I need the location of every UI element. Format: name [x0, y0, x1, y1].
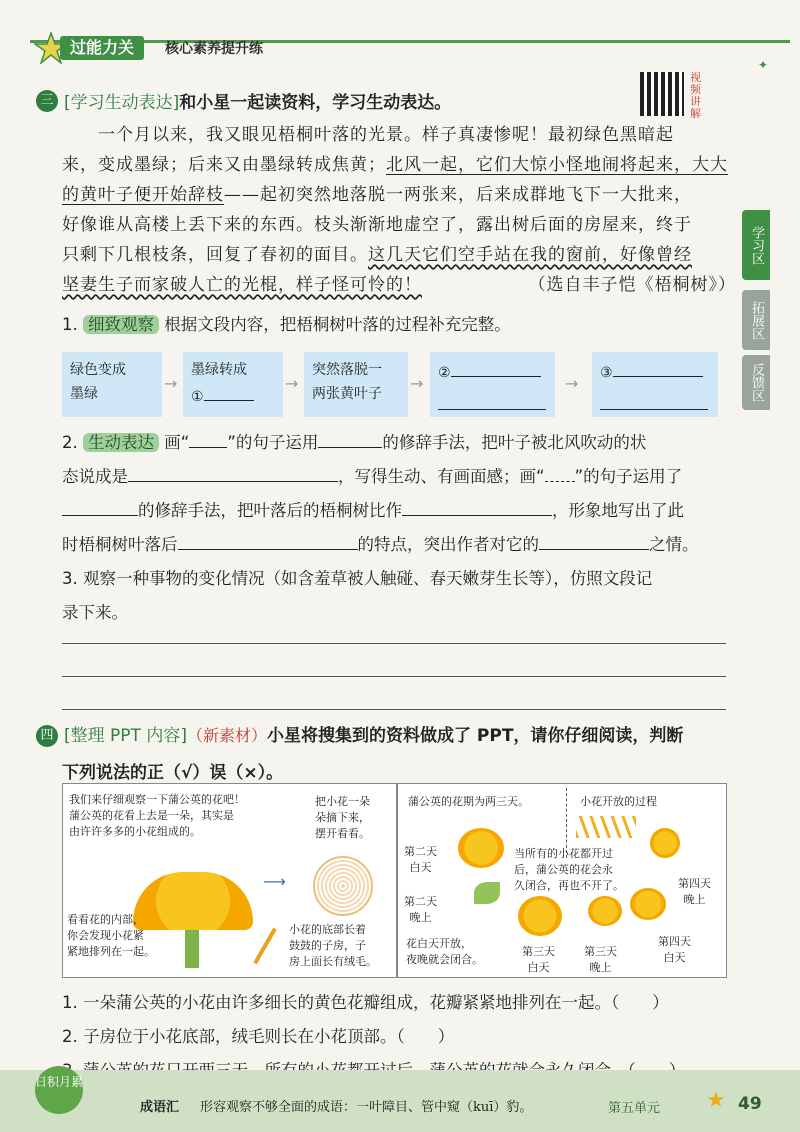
closed-note	[514, 846, 624, 894]
q2-text: ”的句子运用	[227, 433, 319, 452]
q2-text: 的修辞手法，把叶子被北风吹动的状	[382, 433, 647, 452]
ppt-text: 看看花的内部，	[67, 913, 144, 926]
dandelion-stem	[185, 930, 199, 968]
q2-line-4	[62, 528, 742, 562]
passage-straight-underline: 的黄叶子便开始辞枝	[62, 185, 224, 205]
passage-wavy-underline: 坚妻生子而家破人亡的光棍，样子怪可怜的！	[62, 275, 422, 295]
passage-line	[62, 240, 742, 270]
ppt1-intro	[69, 792, 245, 840]
q3-text: 录下来。	[62, 603, 128, 622]
flow-box-2	[183, 352, 283, 417]
q2-blank-rhetoric-1[interactable]	[318, 429, 382, 448]
question-1-tag: 细致观察	[83, 315, 159, 334]
passage-straight-underline: 北风一起，它们大惊小怪地闹将起来，大大	[386, 155, 728, 175]
question-3	[62, 562, 742, 630]
passage	[62, 120, 742, 300]
passage-line	[62, 180, 742, 210]
flow-blank-2[interactable]	[438, 358, 547, 385]
arrow-right-icon: →	[565, 374, 579, 393]
passage-line: 一个月以来，我又眼见梧桐叶落的光景。样子真凄惨呢！最初绿色黑暗起	[98, 125, 674, 145]
question-1-number: 1.	[62, 315, 78, 334]
closed-bud-illustration	[474, 882, 500, 904]
flow-text: ③	[600, 365, 613, 381]
label-day4-night	[678, 876, 711, 908]
page-number: 49	[738, 1094, 762, 1114]
flow-box-3	[304, 352, 408, 417]
q2-line-3	[62, 494, 742, 528]
ppt-text: 蒲公英的花看上去是一朵，其实是	[69, 809, 234, 822]
q2-blank-compared-to[interactable]	[402, 497, 552, 516]
ppt-text: 房上面长有绒毛。	[289, 955, 377, 968]
ppt-text: 小花开放的过程	[580, 795, 657, 808]
tab-study-area[interactable]: 学习区	[742, 210, 770, 280]
passage-line	[62, 270, 742, 300]
arrow-right-icon: →	[285, 374, 299, 393]
flow-blank-3b[interactable]	[600, 391, 708, 410]
ppt-text: 白天	[663, 951, 686, 964]
q2-text: 画“	[164, 433, 190, 452]
flow-text: ①	[191, 389, 204, 405]
passage-wavy-underline: 这几天它们空手站在我的窗前，好像曾经	[368, 245, 692, 265]
q2-text: ，写得生动、有画面感；画“	[338, 467, 545, 486]
section-3-label: [学习生动表达]	[64, 93, 180, 113]
flow-box-5	[592, 352, 718, 417]
ppt-text: 第二天	[404, 895, 437, 908]
ppt-text: 第三天	[584, 945, 617, 958]
section-4-title: 小星将搜集到的资料做成了 PPT，请你仔细阅读，判断	[266, 726, 684, 746]
writing-line[interactable]	[62, 676, 726, 677]
flow-blank-2b[interactable]	[438, 391, 546, 410]
ppt-slide-2	[397, 783, 727, 978]
flow-text: 两张黄叶子	[312, 386, 382, 402]
ppt-text: 小花的底部长着	[289, 923, 366, 936]
section-4-label: [整理 PPT 内容]	[64, 726, 187, 746]
writing-line[interactable]	[62, 709, 726, 710]
tab-extension-area[interactable]: 拓展区	[742, 290, 770, 350]
q2-text: 的修辞手法，把叶落后的梧桐树比作	[138, 501, 402, 520]
label-day3-night	[584, 944, 617, 976]
passage-source: （选自丰子恺《梧桐树》）	[528, 275, 736, 295]
ppt-text: 久闭合，再也不开了。	[514, 879, 624, 892]
qr-code[interactable]	[640, 72, 684, 116]
header-tag: 过能力关	[60, 36, 144, 60]
single-floret-illustration	[253, 928, 276, 965]
ppt-text: 花白天开放，	[406, 937, 472, 950]
section-3-title: 和小星一起读资料，学习生动表达。	[179, 93, 452, 113]
daily-accumulation-badge: 日积月累	[35, 1066, 83, 1114]
ppt-text: 白天	[527, 961, 550, 974]
label-day2-day	[404, 844, 437, 876]
writing-line[interactable]	[62, 643, 726, 644]
flow-text: 墨绿	[70, 386, 98, 402]
ppt-text: 第四天	[658, 935, 691, 948]
flow-box-1	[62, 352, 162, 417]
passage-line: 好像谁从高楼上丢下来的东西。枝头渐渐地虚空了，露出树后面的房屋来，终于	[62, 215, 692, 235]
q3-text: 3. 观察一种事物的变化情况（如含羞草被人触碰、春天嫩芽生长等），仿照文段记	[62, 569, 653, 588]
ppt-slide-1	[62, 783, 397, 978]
ppt-text: 朵摘下来，	[315, 811, 370, 824]
arrow-right-icon: →	[410, 374, 424, 393]
label-day3-day	[522, 944, 555, 976]
flow-blank-1[interactable]	[191, 382, 275, 409]
q2-blank-feature[interactable]	[178, 531, 358, 550]
ppt-text: 我们来仔细观察一下蒲公英的花吧！	[69, 793, 245, 806]
day-night-note	[406, 936, 483, 968]
floret-opening-illustration	[576, 816, 636, 838]
q2-text: 的特点，突出作者对它的	[357, 535, 539, 554]
ppt-text: 紧地排列在一起。	[67, 945, 155, 958]
q2-text: 之情。	[649, 535, 699, 554]
q2-text: ”的句子运用了	[574, 467, 683, 486]
arrow-right-icon: ⟶	[263, 872, 286, 891]
section-4-title-2: 下列说法的正（√）误（×）。	[62, 763, 284, 783]
q2-blank-feeling[interactable]	[539, 531, 649, 550]
statement-2[interactable]: 2. 子房位于小花底部，绒毛则长在小花顶部。（ ）	[62, 1027, 455, 1046]
statement-1[interactable]: 1. 一朵蒲公英的小花由许多细长的黄色花瓣组成，花瓣紧紧地排列在一起。（ ）	[62, 993, 669, 1012]
section-4-number: 四	[36, 725, 58, 747]
passage-segment: ——起初突然地落脱一两张来，后来成群地飞下一大批来，	[224, 185, 692, 205]
ppt-text: 晚上	[409, 911, 432, 924]
q2-line-1	[62, 426, 742, 460]
q2-blank-line-type[interactable]	[189, 429, 227, 448]
question-2-number: 2.	[62, 433, 78, 452]
ppt1-pick	[315, 794, 370, 842]
ppt-text: 晚上	[683, 893, 706, 906]
dandelion-top-right-illustration	[650, 828, 680, 858]
q2-blank-described-as[interactable]	[128, 463, 338, 482]
label-day2-night	[404, 894, 437, 926]
new-material-tag: （新素材）	[186, 726, 267, 745]
dandelion-open-illustration	[458, 828, 504, 868]
ppt-text: 晚上	[589, 961, 612, 974]
q2-blank-rhetoric-2[interactable]	[62, 497, 138, 516]
flow-text: 绿色变成	[70, 362, 126, 378]
flow-text: 突然落脱一	[312, 362, 382, 378]
footer-text: 形容观察不够全面的成语：一叶障目、管中窥（kuī）豹。	[200, 1100, 533, 1115]
star-icon: ✦	[758, 58, 769, 72]
flow-text: 墨绿转成	[191, 362, 247, 378]
q2-text: 态说成是	[62, 467, 128, 486]
ppt1-inside	[67, 912, 155, 960]
star-mascot-icon: ★	[706, 1088, 726, 1113]
q2-blank-line-type-2[interactable]	[545, 463, 575, 482]
dandelion-open-illustration	[630, 888, 666, 920]
footer-label: 成语汇	[140, 1100, 180, 1115]
flower-cross-section-illustration	[313, 856, 373, 916]
passage-line	[62, 150, 742, 180]
ppt-text: 把小花一朵	[315, 795, 370, 808]
tab-feedback-area[interactable]: 反馈区	[742, 355, 770, 410]
ppt1-bottom	[289, 922, 377, 970]
ppt-text: 第四天	[678, 877, 711, 890]
ppt-text: 第三天	[522, 945, 555, 958]
dandelion-open-illustration	[588, 896, 622, 926]
ppt-text: 你会发现小花紧	[67, 929, 144, 942]
arrow-right-icon: →	[164, 374, 178, 393]
ppt-text: 由许许多多的小花组成的。	[69, 825, 201, 838]
flow-text: ②	[438, 365, 451, 381]
flow-box-4	[430, 352, 555, 417]
question-2	[62, 426, 742, 562]
question-1-text: 根据文段内容，把梧桐树叶落的过程补充完整。	[164, 315, 511, 334]
question-2-tag: 生动表达	[83, 433, 159, 452]
dandelion-open-illustration	[518, 896, 562, 936]
section-3-number: 三	[36, 90, 58, 112]
ppt-text: 摆开看看。	[315, 827, 370, 840]
label-day4-day	[658, 934, 691, 966]
q2-line-2	[62, 460, 742, 494]
header-subtitle: 核心素养提升练	[165, 41, 263, 57]
ppt-text: 后，蒲公英的花会永	[514, 863, 613, 876]
section-4-heading	[64, 721, 683, 746]
qr-label: 视频讲解	[690, 71, 701, 120]
ppt-text: 第二天	[404, 845, 437, 858]
ppt-text: 蒲公英的花期为两三天。	[408, 795, 529, 808]
q2-text: ，形象地写出了此	[552, 501, 684, 520]
flow-blank-3[interactable]	[600, 358, 710, 385]
q2-text: 时梧桐树叶落后	[62, 535, 178, 554]
ppt-text: 夜晚就会闭合。	[406, 953, 483, 966]
ppt-text: 白天	[409, 861, 432, 874]
passage-segment: 来，变成墨绿；后来又由墨绿转成焦黄；	[62, 155, 386, 175]
unit-label: 第五单元	[608, 1101, 661, 1116]
section-3-heading	[64, 88, 451, 113]
ppt-text: 鼓鼓的子房，子	[289, 939, 366, 952]
question-1	[62, 308, 511, 342]
passage-segment: 只剩下几根枝条，回复了春初的面目。	[62, 245, 368, 265]
ppt-text: 当所有的小花都开过	[514, 847, 613, 860]
